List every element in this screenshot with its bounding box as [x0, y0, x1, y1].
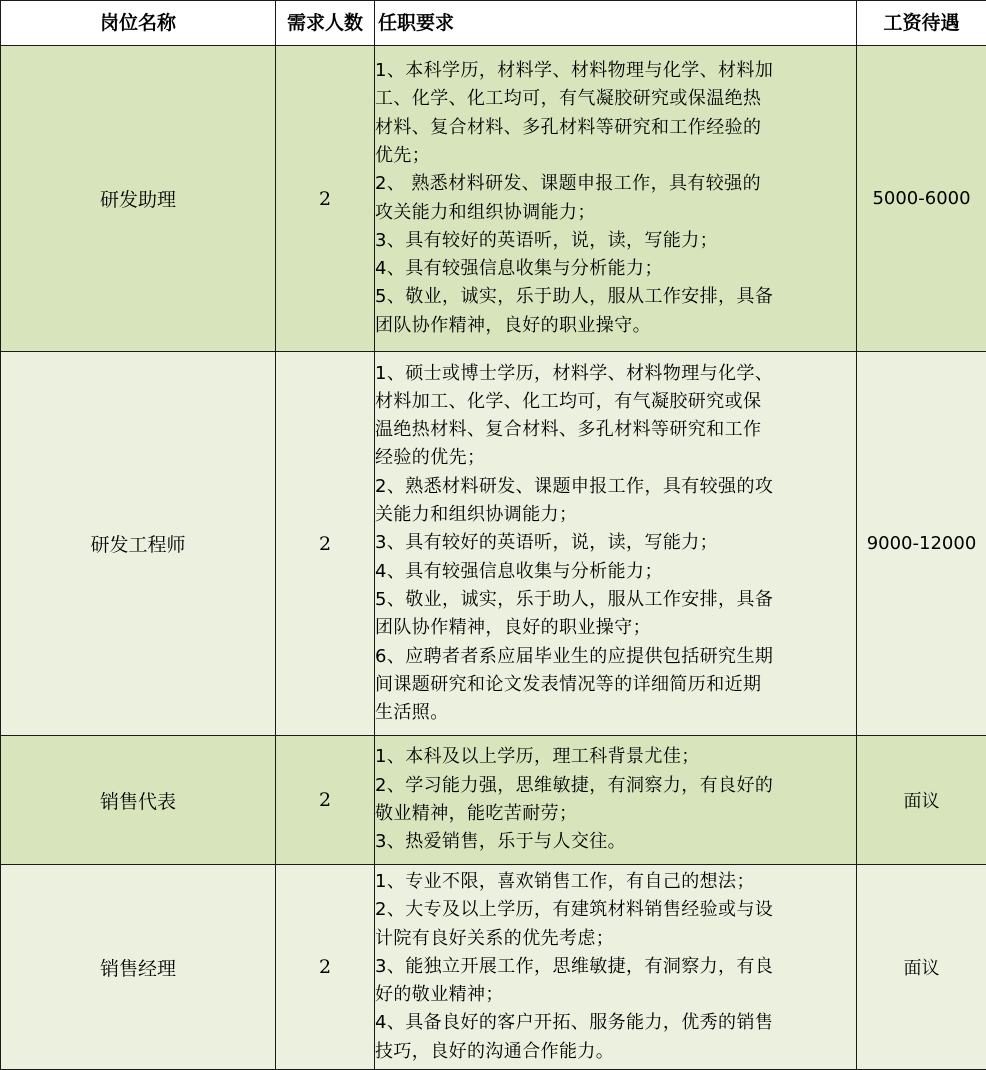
- requirement-line: 1、本科学历，材料学、材料物理与化学、材料加: [375, 57, 856, 85]
- requirements-cell: [375, 865, 857, 1070]
- requirement-line: 6、应聘者者系应届毕业生的应提供包括研究生期: [375, 643, 856, 671]
- requirement-line: 工、化学、化工均可，有气凝胶研究或保温绝热: [375, 85, 856, 113]
- table-header-row: [1, 1, 986, 46]
- requirement-line: 关能力和组织协调能力；: [375, 501, 856, 529]
- count-cell: 2: [276, 352, 375, 736]
- requirements-cell: [375, 736, 857, 865]
- requirement-line: 攻关能力和组织协调能力；: [375, 199, 856, 227]
- requirement-line: 3、具有较好的英语听，说，读，写能力；: [375, 529, 856, 557]
- requirement-line: 计院有良好关系的优先考虑；: [375, 925, 856, 953]
- requirement-line: 温绝热材料、复合材料、多孔材料等研究和工作: [375, 416, 856, 444]
- requirement-line: 3、具有较好的英语听，说，读，写能力；: [375, 227, 856, 255]
- requirement-line: 好的敬业精神；: [375, 981, 856, 1009]
- requirement-line: 1、本科及以上学历，理工科背景尤佳；: [375, 743, 856, 771]
- requirement-line: 2、 熟悉材料研发、课题申报工作，具有较强的: [375, 170, 856, 198]
- count-cell: 2: [276, 46, 375, 352]
- table-row: [1, 46, 986, 352]
- count-cell: 2: [276, 865, 375, 1070]
- position-cell: 研发助理: [1, 46, 276, 352]
- requirement-line: 3、能独立开展工作，思维敏捷，有洞察力，有良: [375, 953, 856, 981]
- requirement-line: 敬业精神，能吃苦耐劳；: [375, 800, 856, 828]
- requirement-line: 3、热爱销售，乐于与人交往。: [375, 828, 856, 856]
- requirements-cell: [375, 352, 857, 736]
- count-cell: 2: [276, 736, 375, 865]
- header-position: 岗位名称: [1, 1, 276, 46]
- requirement-line: 技巧，良好的沟通合作能力。: [375, 1038, 856, 1066]
- position-cell: 销售代表: [1, 736, 276, 865]
- requirement-line: 材料、复合材料、多孔材料等研究和工作经验的: [375, 114, 856, 142]
- table-row: [1, 865, 986, 1070]
- requirement-line: 4、具备良好的客户开拓、服务能力，优秀的销售: [375, 1009, 856, 1037]
- requirement-line: 优先；: [375, 142, 856, 170]
- requirement-line: 经验的优先；: [375, 444, 856, 472]
- requirement-line: 1、专业不限，喜欢销售工作，有自己的想法；: [375, 868, 856, 896]
- position-cell: 研发工程师: [1, 352, 276, 736]
- requirement-line: 生活照。: [375, 699, 856, 727]
- requirement-line: 4、具有较强信息收集与分析能力；: [375, 255, 856, 283]
- requirement-line: 2、大专及以上学历，有建筑材料销售经验或与设: [375, 896, 856, 924]
- requirement-line: 5、敬业，诚实，乐于助人，服从工作安排，具备: [375, 586, 856, 614]
- header-salary: 工资待遇: [857, 1, 986, 46]
- requirement-line: 间课题研究和论文发表情况等的详细简历和近期: [375, 671, 856, 699]
- requirement-line: 4、具有较强信息收集与分析能力；: [375, 558, 856, 586]
- requirements-cell: [375, 46, 857, 352]
- requirement-line: 团队协作精神，良好的职业操守。: [375, 312, 856, 340]
- salary-cell: 5000-6000: [857, 46, 986, 352]
- header-count: 需求人数: [276, 1, 375, 46]
- header-requirements: 任职要求: [375, 1, 857, 46]
- requirement-line: 团队协作精神，良好的职业操守；: [375, 614, 856, 642]
- requirement-line: 5、敬业，诚实，乐于助人，服从工作安排，具备: [375, 283, 856, 311]
- salary-cell: 面议: [857, 865, 986, 1070]
- requirement-line: 材料加工、化学、化工均可，有气凝胶研究或保: [375, 388, 856, 416]
- requirement-line: 2、熟悉材料研发、课题申报工作，具有较强的攻: [375, 473, 856, 501]
- requirement-line: 1、硕士或博士学历，材料学、材料物理与化学、: [375, 360, 856, 388]
- requirement-line: 2、学习能力强，思维敏捷，有洞察力，有良好的: [375, 772, 856, 800]
- position-cell: 销售经理: [1, 865, 276, 1070]
- table-row: [1, 736, 986, 865]
- table-row: [1, 352, 986, 736]
- salary-cell: 面议: [857, 736, 986, 865]
- salary-cell: 9000-12000: [857, 352, 986, 736]
